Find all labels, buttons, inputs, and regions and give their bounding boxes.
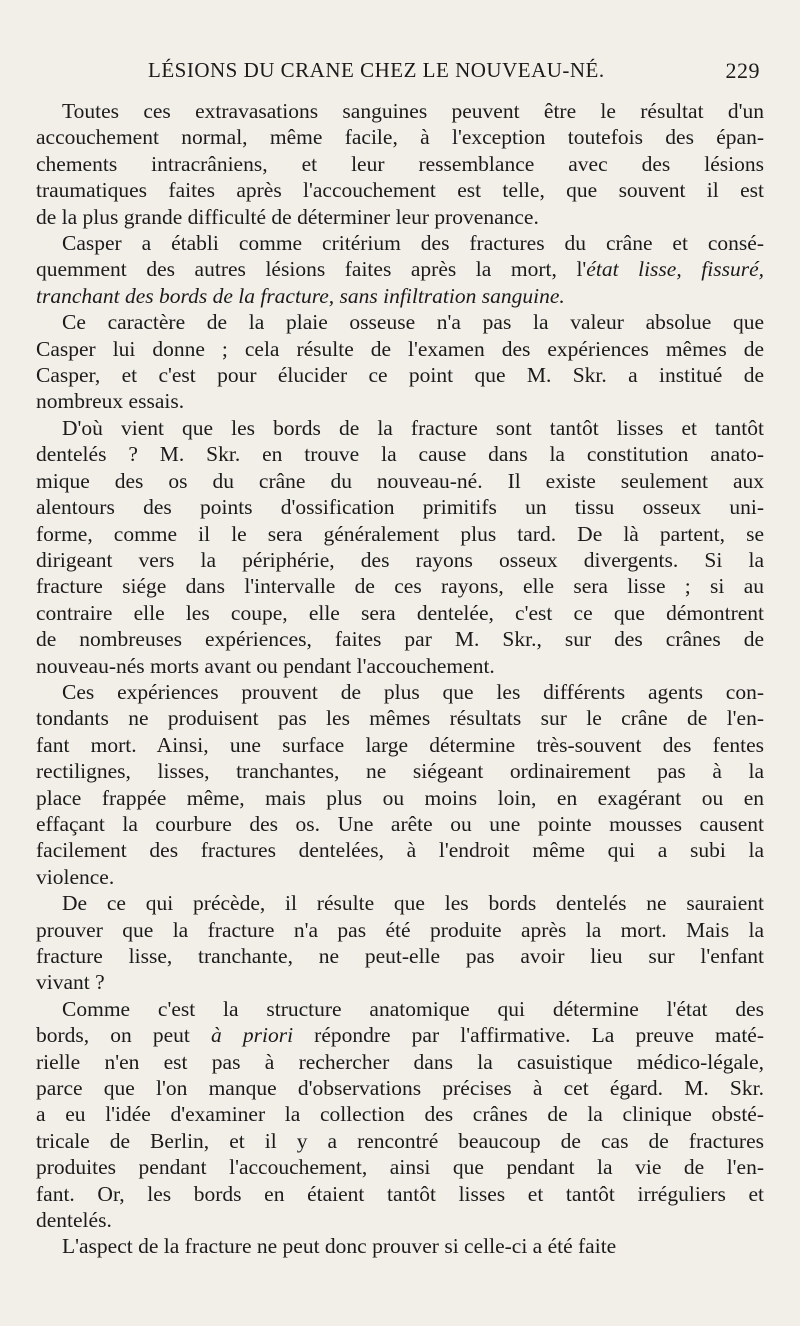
text-line: fracture siége dans l'intervalle de ces rayons, elle sera lisse ; si au	[36, 574, 764, 599]
paragraph-4	[36, 415, 764, 679]
text-line: L'aspect de la fracture ne peut donc prouver si celle-ci a été faite	[62, 1234, 617, 1259]
text-line: a eu l'idée d'examiner la collection des crânes de la clinique obsté-	[36, 1102, 764, 1127]
paragraph-5	[36, 679, 764, 890]
text-line: effaçant la courbure des os. Une arête ou une pointe mousses causent	[36, 811, 764, 836]
text-line: facilement des fractures dentelées, à l'endroit même qui a subi la	[36, 838, 764, 863]
text-line: produites pendant l'accouchement, ainsi que pendant la vie de l'en-	[36, 1155, 764, 1180]
paragraph-7	[36, 996, 764, 1234]
text-line: forme, comme il le sera généralement plus tard. De là partent, se	[36, 521, 764, 546]
text-line	[36, 256, 764, 282]
text-line: rectilignes, lisses, tranchantes, ne siégeant ordinairement pas à la	[36, 759, 764, 784]
italic-phrase: tranchant des bords de la fracture, sans infiltration sanguine.	[36, 283, 565, 308]
italic-phrase: à priori	[211, 1023, 294, 1048]
text-line: D'où vient que les bords de la fracture sont tantôt lisses et tantôt	[62, 415, 764, 440]
text-line: de la plus grande difficulté de déterminer leur provenance.	[36, 204, 539, 229]
text-line: tricale de Berlin, et il y a rencontré beaucoup de cas de fractures	[36, 1128, 764, 1153]
paragraph-8	[36, 1233, 764, 1259]
text-segment: répondre par l'affirmative. La preuve maté-	[293, 1023, 764, 1048]
text-segment: bords, on peut	[36, 1023, 211, 1048]
text-line: parce que l'on manque d'observations précises à cet égard. M. Skr.	[36, 1076, 764, 1101]
text-line: fant mort. Ainsi, une surface large détermine très-souvent des fentes	[36, 732, 764, 757]
text-line: nombreux essais.	[36, 389, 185, 414]
page-header	[36, 58, 764, 94]
text-line: dentelés ? M. Skr. en trouve la cause dans la constitution anato-	[36, 442, 764, 467]
text-line: Casper lui donne ; cela résulte de l'examen des expériences mêmes de	[36, 336, 764, 361]
text-segment: quemment des autres lésions faites après la mort, l'	[36, 257, 587, 282]
paragraph-1	[36, 98, 764, 230]
text-line: Ces expériences prouvent de plus que les différents agents con-	[62, 679, 764, 704]
text-line: Casper a établi comme critérium des fractures du crâne et consé-	[62, 231, 764, 256]
text-line: tondants ne produisent pas les mêmes résultats sur le crâne de l'en-	[36, 706, 764, 731]
text-line: prouver que la fracture n'a pas été produite après la mort. Mais la	[36, 917, 764, 942]
text-line: vivant ?	[36, 970, 105, 995]
text-line: alentours des points d'ossification primitifs un tissu osseux uni-	[36, 495, 764, 520]
text-line	[36, 1022, 764, 1048]
text-line: fracture lisse, tranchante, ne peut-elle pas avoir lieu sur l'enfant	[36, 944, 764, 968]
text-line: traumatiques faites après l'accouchement est telle, que souvent il est	[36, 178, 764, 203]
text-line: contraire elle les coupe, elle sera dentelée, c'est ce que démontrent	[36, 600, 764, 625]
text-line: mique des os du crâne du nouveau-né. Il existe seulement aux	[36, 468, 764, 493]
paragraph-3	[36, 309, 764, 415]
text-line: Toutes ces extravasations sanguines peuvent être le résultat d'un	[62, 99, 764, 123]
text-line: fant. Or, les bords en étaient tantôt lisses et tantôt irréguliers et	[36, 1181, 764, 1206]
text-line: accouchement normal, même facile, à l'exception toutefois des épan-	[36, 125, 764, 150]
text-line: De ce qui précède, il résulte que les bords dentelés ne sauraient	[62, 891, 764, 916]
text-line: de nombreuses expériences, faites par M. Skr., sur des crânes de	[36, 627, 764, 652]
text-line: Comme c'est la structure anatomique qui détermine l'état des	[62, 996, 764, 1021]
text-line: dirigeant vers la périphérie, des rayons osseux divergents. Si la	[36, 547, 764, 572]
page-body	[36, 98, 764, 1260]
text-line: place frappée même, mais plus ou moins loin, en exagérant ou en	[36, 785, 764, 810]
text-line	[36, 283, 764, 309]
text-line: violence.	[36, 864, 115, 889]
text-line: Casper, et c'est pour élucider ce point que M. Skr. a institué de	[36, 363, 764, 388]
text-line: dentelés.	[36, 1208, 112, 1233]
text-line: chements intracrâniens, et leur ressemblance avec des lésions	[36, 151, 764, 176]
text-line: Ce caractère de la plaie osseuse n'a pas la valeur absolue que	[62, 310, 764, 335]
text-line: nouveau-nés morts avant ou pendant l'accouchement.	[36, 653, 495, 678]
paragraph-6	[36, 890, 764, 996]
text-line: rielle n'en est pas à rechercher dans la casuistique médico-légale,	[36, 1049, 764, 1074]
paragraph-2	[36, 230, 764, 309]
italic-phrase: état lisse, fissuré,	[586, 257, 764, 282]
running-title: LÉSIONS DU CRANE CHEZ LE NOUVEAU-NÉ.	[148, 58, 605, 82]
page-number: 229	[725, 58, 760, 83]
